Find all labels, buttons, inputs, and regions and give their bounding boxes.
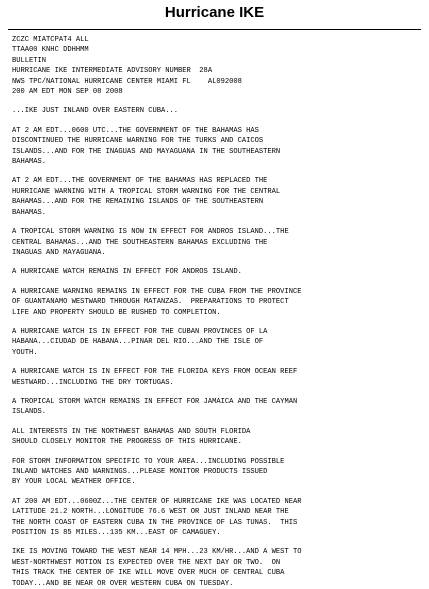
advisory-paragraph: FOR STORM INFORMATION SPECIFIC TO YOUR AREA...INCLUDING POSSIBLE INLAND WATCHES AND WARNINGS...PLEASE MONITOR PRODUCTS ISSUED BY YOUR LOCAL WEATHER OFFICE. [12, 457, 285, 487]
advisory-paragraph: AT 2 AM EDT...0600 UTC...THE GOVERNMENT OF THE BAHAMAS HAS DISCONTINUED THE HURRICANE WARNING FOR THE TURKS AND CAICOS ISLANDS...AND FOR THE INAGUAS AND MAYAGUANA IN THE SOUTHEASTERN BAHAMAS. [12, 126, 281, 167]
advisory-headline: ...IKE JUST INLAND OVER EASTERN CUBA... [12, 107, 179, 116]
advisory-paragraph: A HURRICANE WATCH IS IN EFFECT FOR THE FLORIDA KEYS FROM OCEAN REEF WESTWARD...INCLUDING THE DRY TORTUGAS. [12, 368, 298, 387]
advisory-paragraph: AT 2 AM EDT...THE GOVERNMENT OF THE BAHAMAS HAS REPLACED THE HURRICANE WARNING WITH A TROPICAL STORM WARNING FOR THE CENTRAL BAHAMAS...AND FOR THE REMAINING ISLANDS OF THE SOUTHEASTERN BAHAMAS. [12, 177, 281, 217]
header-line: NWS TPC/NATIONAL HURRICANE CENTER MIAMI FL AL092008 [12, 77, 242, 86]
header-line: ZCZC MIATCPAT4 ALL [12, 36, 89, 44]
advisory-paragraph: A HURRICANE WATCH REMAINS IN EFFECT FOR ANDROS ISLAND. [12, 268, 242, 277]
header-line: HURRICANE IKE INTERMEDIATE ADVISORY NUMBER 28A [12, 67, 213, 76]
advisory-paragraph: ALL INTERESTS IN THE NORTHWEST BAHAMAS AND SOUTH FLORIDA SHOULD CLOSELY MONITOR THE PROGRESS OF THIS HURRICANE. [12, 427, 251, 447]
header-line: BULLETIN [12, 56, 47, 65]
header-line: 200 AM EDT MON SEP 08 2008 [12, 88, 123, 97]
advisory-paragraph: A HURRICANE WATCH IS IN EFFECT FOR THE CUBAN PROVINCES OF LA HABANA...CIUDAD DE HABANA...PINAR DEL RIO...AND THE ISLE OF YOUTH. [12, 327, 268, 357]
header-line: TTAA00 KNHC DDHHMM [12, 46, 89, 55]
title-divider [8, 29, 421, 30]
advisory-paragraph: AT 200 AM EDT...0600Z...THE CENTER OF HURRICANE IKE WAS LOCATED NEAR LATITUDE 21.2 NORTH...LONGITUDE 76.6 WEST OR JUST INLAND NEAR THE THE NORTH COAST OF EASTERN CUBA IN THE PROVINCE OF LAS TUNAS. THIS POSITION IS 85 MILES...135 KM...EAST OF CAMAGUEY. [12, 497, 302, 538]
advisory-bulletin [0, 35, 429, 589]
advisory-paragraph: A HURRICANE WARNING REMAINS IN EFFECT FOR THE CUBA FROM THE PROVINCE OF GUANTANAMO WESTWARD THROUGH MATANZAS. PREPARATIONS TO PROTECT LIFE AND PROPERTY SHOULD BE RUSHED TO COMPLETION. [12, 287, 302, 317]
advisory-paragraph: A TROPICAL STORM WATCH REMAINS IN EFFECT FOR JAMAICA AND THE CAYMAN ISLANDS. [12, 397, 298, 417]
bulletin-header [0, 35, 429, 97]
advisory-paragraph: A TROPICAL STORM WARNING IS NOW IN EFFECT FOR ANDROS ISLAND...THE CENTRAL BAHAMAS...AND THE SOUTHEASTERN BAHAMAS EXCLUDING THE INAGUAS AND MAYAGUANA. [12, 228, 289, 257]
page-title: Hurricane IKE [164, 4, 265, 21]
advisory-paragraph: IKE IS MOVING TOWARD THE WEST NEAR 14 MPH...23 KM/HR...AND A WEST TO WEST-NORTHWEST MOTION IS EXPECTED OVER THE NEXT DAY OR TWO. ON THIS TRACK THE CENTER OF IKE WILL MOVE OVER MUCH OF CENTRAL CUBA TODAY...AND BE NEAR OR OVER WESTERN CUBA ON TUESDAY. [12, 548, 302, 588]
